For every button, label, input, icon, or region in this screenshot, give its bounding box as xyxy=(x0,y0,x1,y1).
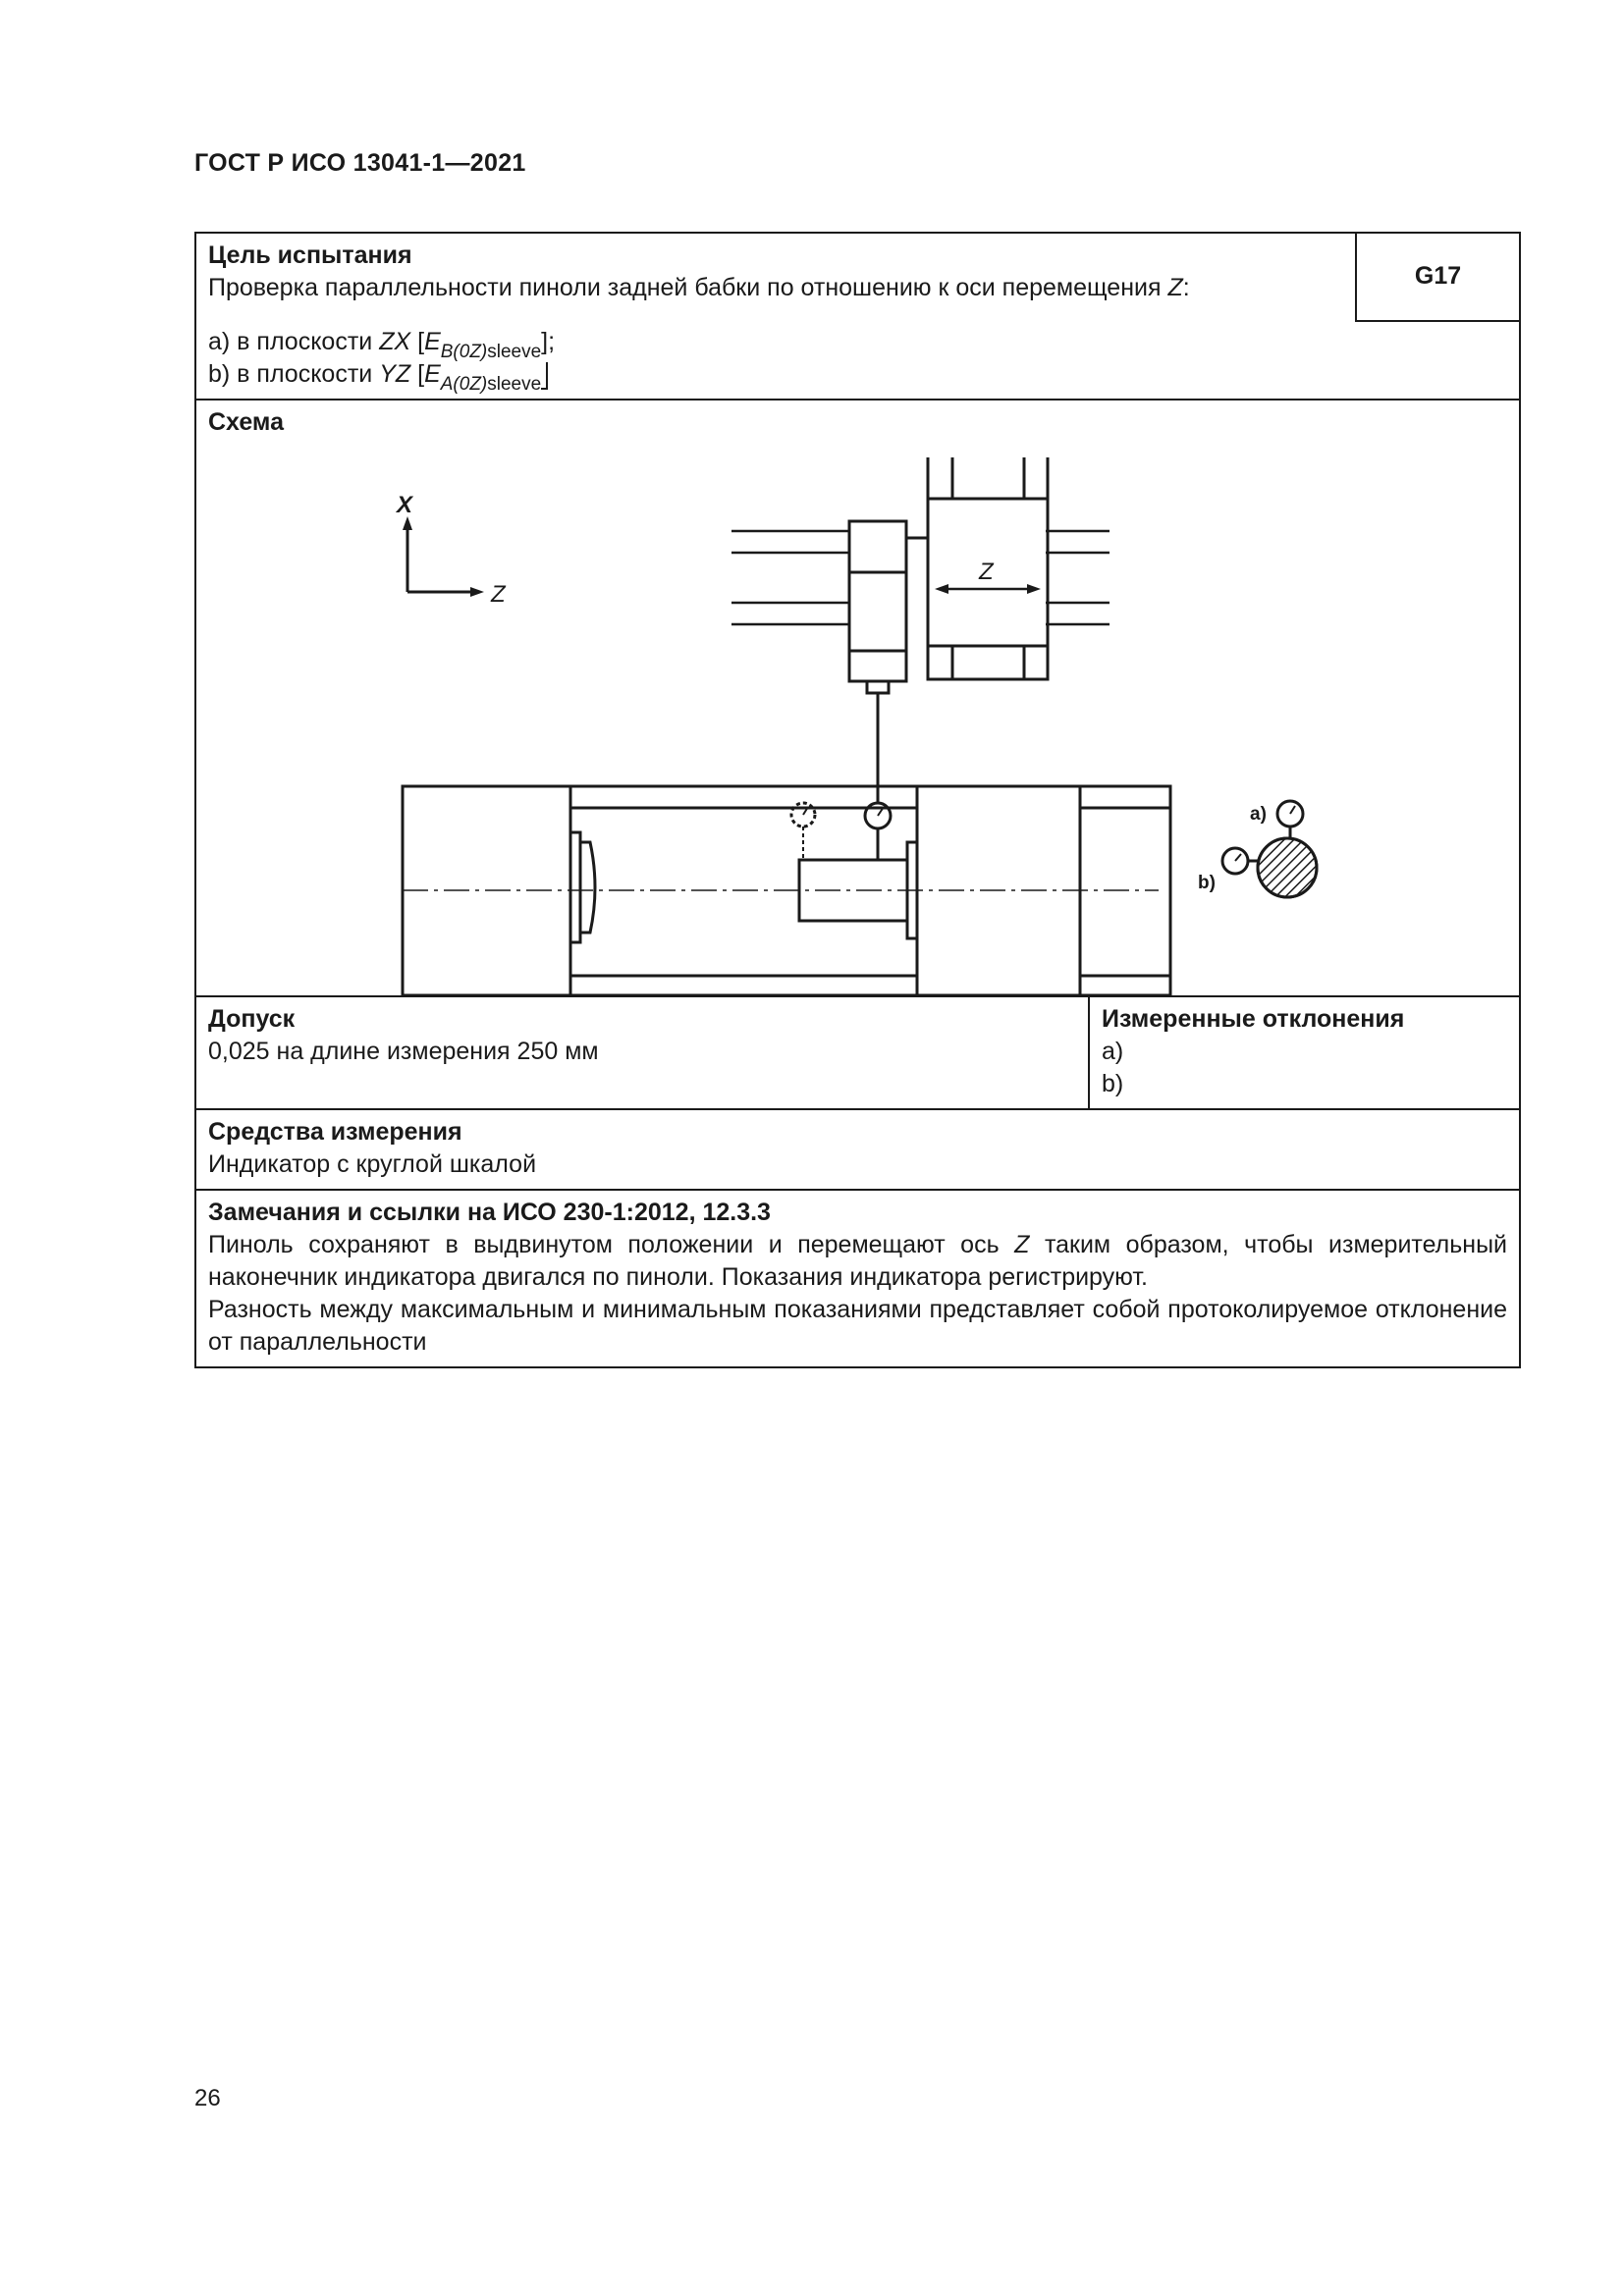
axes-icon xyxy=(403,516,484,597)
schema-heading: Схема xyxy=(208,408,284,436)
instruments-cell xyxy=(195,1109,1520,1190)
objective-cell xyxy=(195,233,1356,321)
measured-cell xyxy=(1089,996,1520,1109)
tolerance-text: 0,025 на длине измерения 250 мм xyxy=(208,1038,599,1065)
motion-z-label: Z xyxy=(979,559,994,585)
label-a: a) xyxy=(1250,804,1267,825)
test-code: G17 xyxy=(1356,233,1520,321)
objective-items-cell xyxy=(195,321,1520,400)
notes-heading: Замечания и ссылки на ИСО 230-1:2012, 12.3.3 xyxy=(208,1199,771,1226)
tolerance-heading: Допуск xyxy=(208,1005,296,1033)
objective-item-a: a) в плоскости ZX $[E_{B(0Z)sleeve}]$; xyxy=(208,328,556,362)
tailstock-diagram xyxy=(196,400,1521,995)
measured-heading: Измеренные отклонения xyxy=(1102,1005,1405,1033)
z-motion-arrow-icon xyxy=(935,584,1041,594)
guide-rails xyxy=(731,531,1110,624)
measured-a: a) xyxy=(1102,1038,1124,1065)
axis-z-label: Z xyxy=(491,581,506,608)
axis-x-label: X xyxy=(397,492,413,518)
schema-cell xyxy=(195,400,1520,996)
instruments-heading: Средства измерения xyxy=(208,1118,462,1146)
test-spec-table xyxy=(194,232,1521,1368)
label-b: b) xyxy=(1198,873,1216,893)
notes-paragraph-2: Разность между максимальным и минимальным показаниями представляет собой протоколируемое отклонение от параллельности xyxy=(208,1296,1508,1356)
notes-paragraph-1: Пиноль сохраняют в выдвинутом положении и перемещают ось Z таким образом, чтобы измерительный наконечник индикатора двигался по пиноли. Показания индикатора регистрируют. xyxy=(208,1231,1508,1291)
document-header: ГОСТ Р ИСО 13041-1—2021 xyxy=(194,149,526,177)
measured-b: b) xyxy=(1102,1070,1124,1097)
spindle-face xyxy=(570,832,595,942)
tolerance-cell xyxy=(195,996,1089,1109)
objective-heading: Цель испытания xyxy=(208,241,412,269)
dial-indicator-icon xyxy=(865,803,891,860)
instruments-text: Индикатор с круглой шкалой xyxy=(208,1150,537,1178)
page-number: 26 xyxy=(194,2085,221,2111)
dial-indicator-dashed-icon xyxy=(791,803,815,860)
objective-item-b: b) в плоскости YZ [$E_{A(0Z)sleeve}$ xyxy=(208,358,1507,391)
indicator-holder xyxy=(849,499,928,803)
notes-cell xyxy=(195,1190,1520,1367)
sleeve-cross-section xyxy=(1222,801,1317,897)
objective-text: Проверка параллельности пиноли задней бабки по отношению к оси перемещения Z: xyxy=(208,274,1190,301)
